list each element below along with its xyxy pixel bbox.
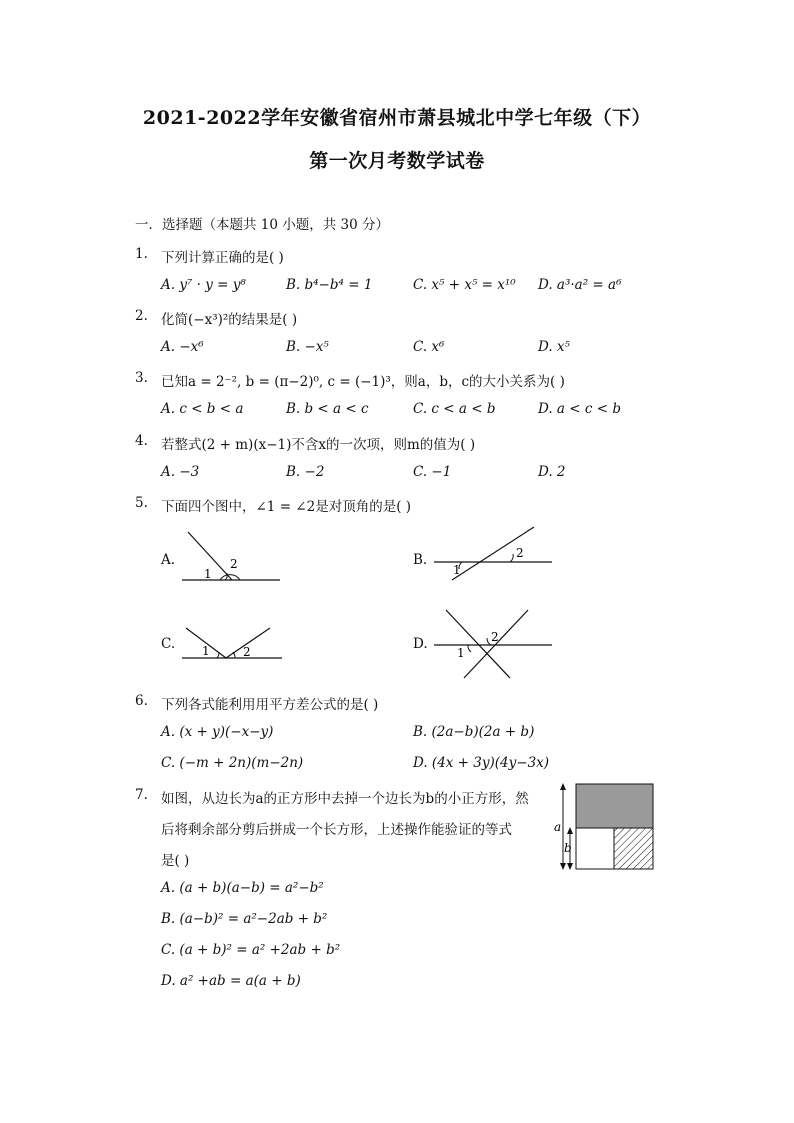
option-d: D. a³·a² = a⁶ <box>538 277 622 293</box>
question-stem-line: 后将剩余部分剪后拼成一个长方形，上述操作能验证的等式 <box>161 822 512 838</box>
question-number: 7. <box>135 787 148 803</box>
shaded-rectangle <box>576 784 653 828</box>
question-number: 1. <box>135 246 148 262</box>
question-stem: 化简(−x³)²的结果是( ) <box>161 312 298 328</box>
question-number: 2. <box>135 308 148 324</box>
angle-label-1: 1 <box>202 644 210 658</box>
option-c: C. x⁶ <box>413 339 445 355</box>
option-a: A. <box>161 552 176 568</box>
option-c: C. x⁵ + x⁵ = x¹⁰ <box>413 277 516 293</box>
angle-figure-c <box>180 625 285 665</box>
question-number: 4. <box>135 433 148 449</box>
removed-small-square <box>614 828 653 869</box>
option-d: D. a² +ab = a(a + b) <box>161 973 301 989</box>
option-a: A. y⁷ · y = y⁸ <box>161 277 246 293</box>
angle-label-2: 2 <box>491 630 499 644</box>
section-header: 一．选择题（本题共 10 小题，共 30 分） <box>135 217 390 233</box>
option-d: D. x⁵ <box>538 339 570 355</box>
question-number: 6. <box>135 693 148 709</box>
option-c: C. (a + b)² = a² +2ab + b² <box>161 942 341 958</box>
option-b: B. <box>413 552 428 568</box>
option-a: A. (x + y)(−x−y) <box>161 724 274 740</box>
angle-label-1: 1 <box>204 567 212 581</box>
question-stem: 下列各式能利用用平方差公式的是( ) <box>161 697 379 713</box>
angle-figure-b <box>432 525 557 585</box>
option-c: C. c < a < b <box>413 401 496 417</box>
question-stem-line: 是( ) <box>161 853 190 869</box>
page-subtitle: 第一次月考数学试卷 <box>309 150 485 172</box>
question-number: 3. <box>135 370 148 386</box>
angle-label-1: 1 <box>457 646 465 660</box>
angle-label-2: 2 <box>230 557 238 571</box>
angle-label-1: 1 <box>453 563 461 577</box>
option-d: D. <box>413 636 428 652</box>
option-a: A. (a + b)(a−b) = a²−b² <box>161 880 324 896</box>
question-stem: 下列计算正确的是( ) <box>161 250 284 266</box>
question-stem: 已知a = 2⁻², b = (π−2)⁰, c = (−1)³，则a，b，c的大小关系为( ) <box>161 374 565 390</box>
question-stem-line: 如图，从边长为a的正方形中去掉一个边长为b的小正方形，然 <box>161 791 529 807</box>
option-b: B. −x⁵ <box>286 339 329 355</box>
side-label-a: a <box>554 820 562 834</box>
option-d: D. a < c < b <box>538 401 621 417</box>
option-d: D. 2 <box>538 464 566 480</box>
page-title: 2021-2022学年安徽省宿州市萧县城北中学七年级（下） <box>142 107 652 129</box>
option-b: B. b⁴−b⁴ = 1 <box>286 277 373 293</box>
option-a: A. −3 <box>161 464 200 480</box>
angle-figure-d <box>432 608 557 680</box>
angle-label-2: 2 <box>516 546 524 560</box>
square-figure <box>552 780 658 874</box>
angle-label-2: 2 <box>243 645 251 659</box>
question-stem: 下面四个图中，∠1 = ∠2是对顶角的是( ) <box>161 499 412 515</box>
option-c: C. −1 <box>413 464 452 480</box>
option-d: D. (4x + 3y)(4y−3x) <box>413 755 550 771</box>
option-a: A. −x⁶ <box>161 339 204 355</box>
question-number: 5. <box>135 495 148 511</box>
option-b: B. (2a−b)(2a + b) <box>413 724 535 740</box>
option-c: C. (−m + 2n)(m−2n) <box>161 755 304 771</box>
option-c: C. <box>161 636 176 652</box>
option-a: A. c < b < a <box>161 401 244 417</box>
option-b: B. b < a < c <box>286 401 369 417</box>
angle-figure-a <box>180 530 285 585</box>
option-b: B. −2 <box>286 464 325 480</box>
side-label-b: b <box>564 841 572 855</box>
question-stem: 若整式(2 + m)(x−1)不含x的一次项，则m的值为( ) <box>161 437 476 453</box>
option-b: B. (a−b)² = a²−2ab + b² <box>161 911 328 927</box>
